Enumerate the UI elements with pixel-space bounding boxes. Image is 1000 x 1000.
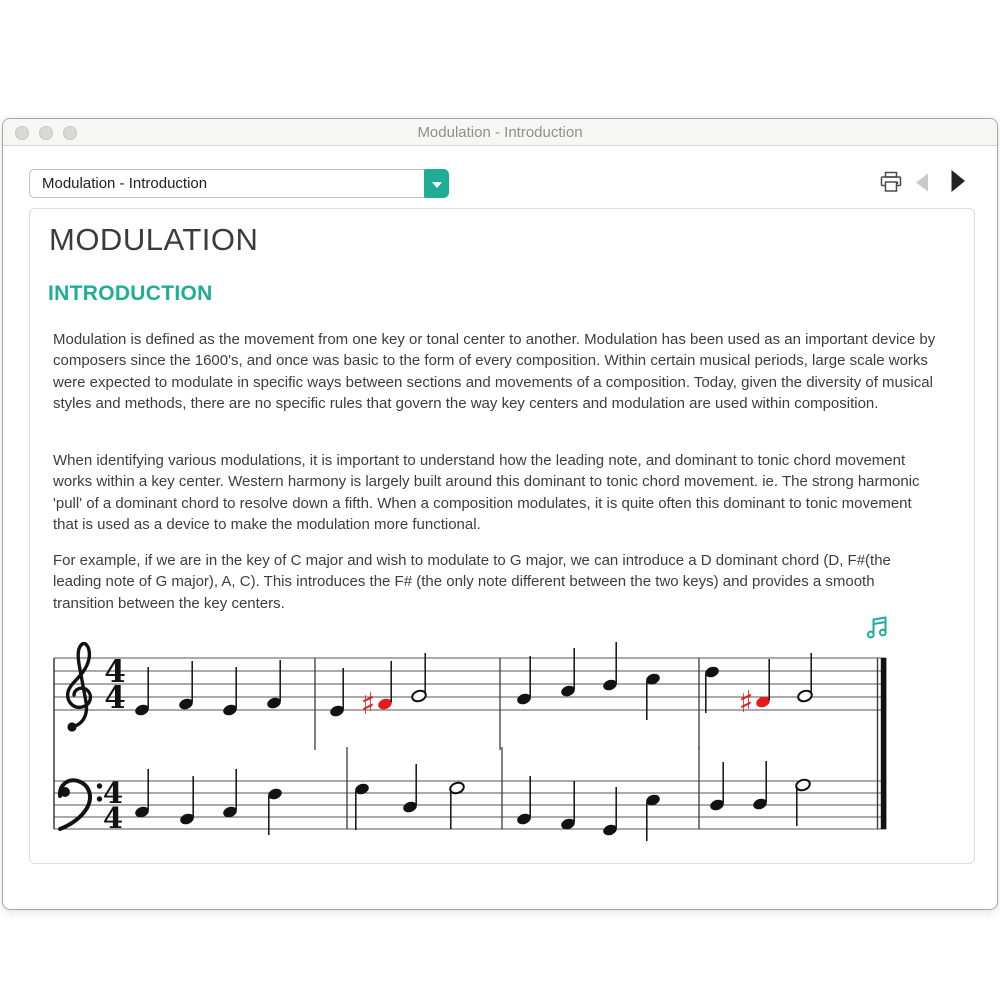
bass-staff	[54, 747, 886, 841]
printer-icon	[879, 171, 903, 193]
page-title: MODULATION	[49, 222, 259, 257]
treble-clef	[68, 643, 91, 727]
forward-button[interactable]	[950, 169, 966, 198]
topic-dropdown[interactable]	[29, 169, 449, 198]
dropdown-button[interactable]	[424, 169, 449, 198]
forward-arrow-icon	[950, 169, 966, 193]
paragraph-1: Modulation is defined as the movement from one key or tonal center to another. Modulation has been used as an important device by composers since the 1600's, and once was basic to the form of every composition. Within certain musical periods, large scale works were expected to modulate in specific ways between sections and movements of a composition. Today, given the diversity of musical styles and methods, there are no specific rules that govern the way key centers and modulation are used within composition.	[53, 331, 936, 413]
section-heading: INTRODUCTION	[48, 282, 213, 305]
time-signature: 4	[104, 654, 126, 690]
sharp-accidental: ♯	[738, 685, 754, 720]
time-signature: 4	[102, 801, 124, 835]
time-signature: 4	[102, 776, 124, 810]
paragraph-2: When identifying various modulations, it is important to understand how the leading note, and dominant to tonic chord movement works within a key center. Western harmony is largely built around this dominant to tonic chord movement. ie. The strong harmonic 'pull' of a dominant chord to resolve down a fifth. When a composition modulates, it is quite often this dominant to tonic movement that is used as a device to make the modulation more functional.	[53, 452, 920, 534]
paragraph-3: For example, if we are in the key of C major and wish to modulate to G major, we can introduce a D dominant chord (D, F#(the leading note of G major), A, C). This introduces the F# (the only note different between the two keys) and provides a smooth transition between the key centers.	[53, 552, 891, 612]
back-arrow-icon	[915, 173, 929, 192]
treble-staff	[54, 642, 886, 750]
app-window	[2, 118, 998, 910]
window-title: Modulation - Introduction	[417, 124, 583, 141]
back-button[interactable]	[915, 173, 929, 197]
titlebar	[3, 119, 997, 146]
final-barline	[881, 658, 887, 829]
chevron-down-icon	[432, 182, 442, 188]
topic-dropdown-value: Modulation - Introduction	[42, 175, 208, 192]
time-signature: 4	[104, 680, 126, 716]
sharp-accidental: ♯	[360, 687, 376, 722]
music-notation	[47, 642, 892, 842]
lesson-content-panel	[29, 208, 975, 864]
print-button[interactable]	[879, 171, 903, 198]
beamed-notes-icon	[865, 613, 890, 641]
